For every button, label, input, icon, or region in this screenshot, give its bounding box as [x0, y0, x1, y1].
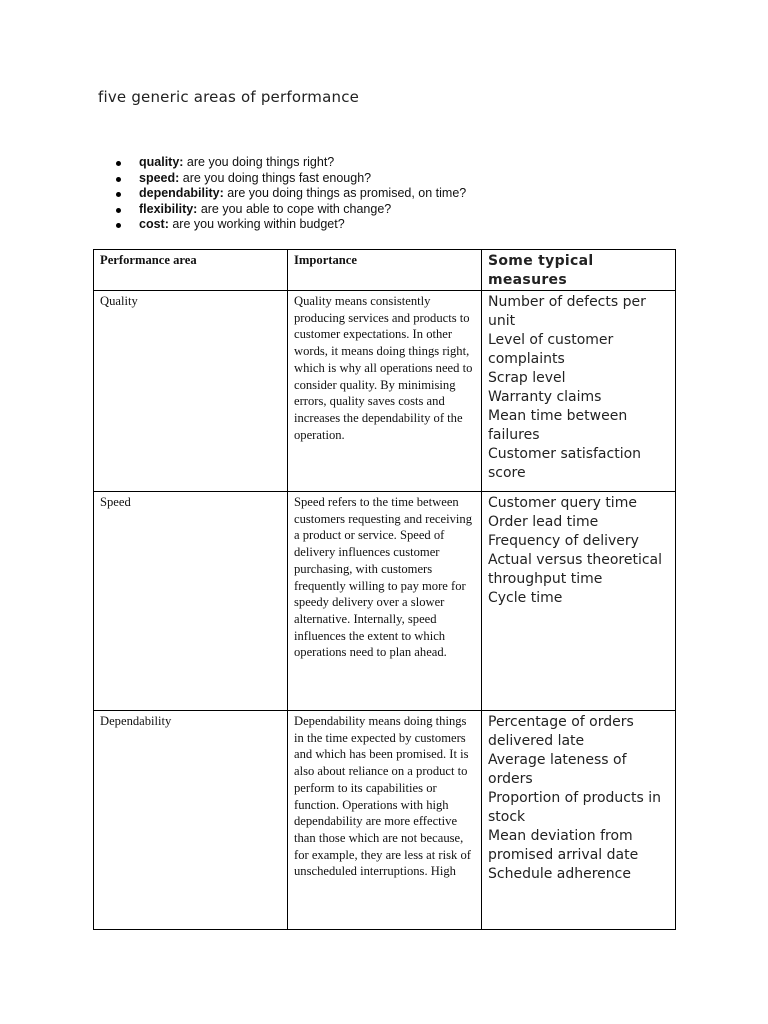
measure-item: Warranty claims: [488, 389, 602, 405]
measure-item: Schedule adherence: [488, 866, 631, 882]
measure-item: Proportion of products in stock: [488, 790, 661, 825]
measure-item: Scrap level: [488, 370, 566, 386]
importance-cell: Quality means consistently producing services and products to customer expectations. In other words, it means doing things right, which is why all operations need to consider quality. By minimising errors, quality saves costs and increases the dependability of the operation.: [288, 291, 482, 492]
importance-cell: Speed refers to the time between customers requesting and receiving a product or service. Speed of delivery influences customer purchasing, with customers frequently willing to pay more for speedy delivery over a slower alternative. Internally, speed influences the extent to which operations need to plan ahead.: [288, 492, 482, 711]
bullet-term: cost:: [139, 217, 169, 232]
list-item: [112, 155, 466, 171]
bullet-text: are you doing things fast enough?: [179, 170, 372, 185]
measure-item: Percentage of orders delivered late: [488, 714, 634, 749]
table-header-row: [94, 250, 676, 291]
measure-item: Customer satisfaction score: [488, 446, 642, 481]
bullet-text: are you doing things right?: [183, 155, 335, 169]
area-cell: Speed: [94, 492, 288, 711]
performance-areas-list: [112, 155, 466, 233]
measure-item: Frequency of delivery: [488, 533, 639, 549]
measure-item: Mean deviation from promised arrival date: [488, 828, 639, 863]
header-importance: Importance: [288, 250, 482, 291]
bullet-text: are you able to cope with change?: [197, 201, 392, 216]
list-item: [112, 171, 466, 187]
table-row: [94, 711, 676, 930]
measure-item: Average lateness of orders: [488, 752, 627, 787]
measure-item: Level of customer complaints: [488, 332, 614, 367]
list-item: [112, 186, 466, 202]
table-row: [94, 291, 676, 492]
measures-cell: [482, 711, 676, 930]
bullet-term: flexibility:: [139, 201, 198, 216]
importance-cell: Dependability means doing things in the time expected by customers and which has been promised. It is also about reliance on a product to perform to its capabilities or function. Operations with high dependability are more effective than those which are not because, for example, they are less at risk of unscheduled interruptions. High: [288, 711, 482, 930]
measure-item: Number of defects per unit: [488, 294, 646, 329]
header-performance-area: Performance area: [94, 250, 288, 291]
measure-item: Customer query time: [488, 495, 637, 511]
performance-table: [93, 249, 676, 930]
bullet-term: quality:: [139, 155, 184, 169]
measure-item: Mean time between failures: [488, 408, 628, 443]
bullet-term: dependability:: [139, 186, 224, 201]
header-measures: Some typical measures: [482, 250, 676, 291]
area-cell: Quality: [94, 291, 288, 492]
measure-item: Cycle time: [488, 590, 563, 606]
measure-item: Actual versus theoretical throughput time: [488, 552, 663, 587]
bullet-term: speed:: [139, 170, 180, 185]
list-item: [112, 217, 466, 233]
table-row: [94, 492, 676, 711]
list-item: [112, 202, 466, 218]
bullet-text: are you doing things as promised, on time?: [223, 186, 467, 201]
measures-cell: [482, 291, 676, 492]
page-title: five generic areas of performance: [98, 88, 360, 106]
measures-cell: [482, 492, 676, 711]
measure-item: Order lead time: [488, 514, 599, 530]
bullet-text: are you working within budget?: [168, 217, 345, 232]
area-cell: Dependability: [94, 711, 288, 930]
